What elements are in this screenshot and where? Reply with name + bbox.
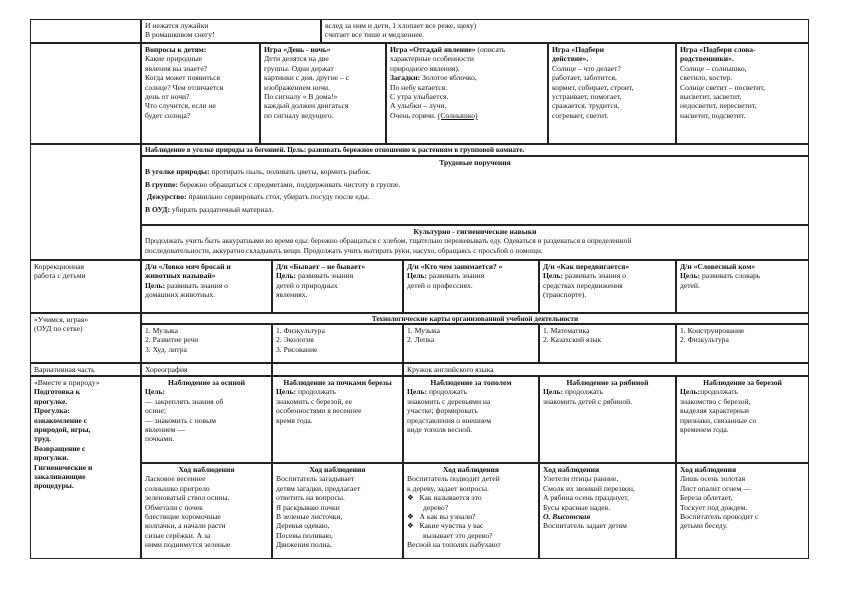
goal-text: развивать знания о xyxy=(563,271,626,281)
study-label: (ОУД по сетке) xyxy=(34,324,83,334)
game-name: Д/и «Бывает – не бывает» xyxy=(276,262,366,271)
observation-progress-cell xyxy=(539,463,676,559)
observation-goal-cell xyxy=(141,376,272,463)
walk-label: прогулке. xyxy=(34,396,68,406)
goal-text: детей о природных xyxy=(276,280,338,290)
labor-cell xyxy=(141,156,809,225)
text-line: Что случится, если не xyxy=(145,101,216,111)
game-title: Игра «День - ночь» xyxy=(264,45,331,54)
lesson: 1. Музыка xyxy=(145,326,178,335)
labor-nature-text: протирать пыль, поливать цветы, кормить рыбок. xyxy=(209,167,371,177)
goal-label: Цель: xyxy=(543,271,564,281)
text-line: светило, костер. xyxy=(680,73,733,83)
progress-text: сизые серёжки. А за xyxy=(145,530,211,540)
goal-text: продолжать xyxy=(296,387,336,397)
observation-goal-cell xyxy=(403,376,539,463)
walk-label: «Вместе в природу» xyxy=(34,378,100,387)
goal-label: Цель: xyxy=(407,387,428,397)
text-line: изображением ночи. xyxy=(264,82,331,92)
progress-text: Деревья одеваю, xyxy=(276,521,330,531)
walk-label: ознакомление с xyxy=(34,415,88,425)
question: Как называется это xyxy=(419,493,482,503)
progress-text: Воспитатель проводит с xyxy=(680,512,759,522)
text-line: каждый должен двигаться xyxy=(264,101,349,111)
text-line: согревает, светит. xyxy=(552,110,609,120)
goal-text: развивать знания xyxy=(427,271,485,281)
text-line: По небу катается. xyxy=(390,82,447,92)
study-label: «Учимся, играя» xyxy=(34,315,89,324)
progress-text: зеленоватый ствол осины. xyxy=(145,493,230,503)
goal-label: Цель: xyxy=(276,387,297,397)
text-line: В ромашковом снегу! xyxy=(145,30,215,40)
game-title-suffix: (описать xyxy=(475,45,506,54)
goal-text: развивать знания xyxy=(296,271,354,281)
game-continuation-cell xyxy=(321,19,809,43)
goal-label: Цель: xyxy=(276,271,297,281)
game-pick-action-cell xyxy=(548,43,676,144)
poem-author: О. Высотская xyxy=(543,512,591,522)
text-line: группы. Одни держат xyxy=(264,63,334,73)
observation-progress-cell xyxy=(676,463,809,559)
study-header-cell xyxy=(141,313,809,324)
text-line: сражается, трудится, xyxy=(552,101,620,111)
observation-progress-cell xyxy=(141,463,272,559)
hygiene-cell xyxy=(141,225,809,260)
goal-text: явлениях. xyxy=(276,290,308,300)
lesson: 2. Экология xyxy=(276,335,314,345)
goal-label: Цель: xyxy=(680,271,701,281)
game-name: Д/и «Словесный ком» xyxy=(680,262,756,271)
corner-observation-cell xyxy=(141,144,809,156)
progress-text: Весной на тополях набухают xyxy=(407,540,501,550)
observation-goal-cell xyxy=(272,376,403,463)
progress-text: Ласковое весеннее xyxy=(145,474,206,484)
study-label-cell xyxy=(30,313,141,363)
goal-text: выделяя характерные xyxy=(680,406,750,416)
labor-oud-text: убирать раздаточный материал. xyxy=(170,204,274,214)
diamond-bullet-icon: ❖ xyxy=(407,493,414,503)
text-line: работает, заботится, xyxy=(552,73,617,83)
text-line: Солнце – солнышко, xyxy=(680,63,747,73)
text-line: вслед за ним и дети, 1 хлопает все реже, щеку) xyxy=(325,21,477,30)
hygiene-title: Культурно - гигиенические навыки xyxy=(413,227,537,236)
goal-text: знакомить с деревьями на xyxy=(407,396,491,406)
text-line: насветит, подсветит. xyxy=(680,110,746,120)
game-day-night-cell xyxy=(260,43,386,144)
progress-title: Ход наблюдения xyxy=(309,465,366,474)
observation-title: Наблюдение за осиной xyxy=(167,378,245,387)
game-name: Д/и «Кто чем занимается? » xyxy=(407,262,503,271)
study-day-cell xyxy=(539,324,676,363)
walk-label: процедуры. xyxy=(34,481,74,491)
goal-label: Цель: xyxy=(407,271,428,281)
goal-text: знакомство с березой, xyxy=(680,396,751,406)
goal-text: развивать знания о xyxy=(165,280,228,290)
lesson: 1. Музыка xyxy=(407,326,440,335)
hygiene-line: последовательности, аккуратно складывать вещи. Продолжать учить вытирать руки, насухо, обращаясь с просьбой о помощи. xyxy=(145,245,543,255)
labor-oud-label: В ОУД: xyxy=(145,204,171,214)
walk-label: Подготовка к xyxy=(34,387,80,397)
games-label-cell xyxy=(30,43,141,144)
correction-game-cell xyxy=(539,260,676,313)
study-day-cell xyxy=(272,324,403,363)
diamond-bullet-icon: ❖ xyxy=(407,521,414,531)
observation-progress-cell xyxy=(272,463,403,559)
progress-text: Воспитатель подводит детей xyxy=(407,474,500,484)
riddle-label: Загадки: xyxy=(390,73,421,83)
goal-text: продолжать xyxy=(700,387,739,397)
labor-group-text: бережно обращаться с предметами, поддерживать чистоту в группе. xyxy=(177,179,401,189)
goal-label: Цель: xyxy=(145,387,166,397)
observation-title: Наблюдение за рябиной xyxy=(566,378,649,387)
poem-continuation-cell xyxy=(141,19,321,43)
progress-text: Улетели птицы ранние, xyxy=(543,474,619,484)
walk-label: Прогулка: xyxy=(34,406,70,416)
correction-label-cell xyxy=(30,260,141,313)
questions-cell xyxy=(141,43,260,144)
goal-label: Цель: xyxy=(543,387,564,397)
lesson: 2. Казахский язык xyxy=(543,335,602,345)
goal-text: явлением — xyxy=(145,425,185,435)
lesson: 2. Развитие речи xyxy=(145,335,199,345)
walk-label: Возвращение с xyxy=(34,443,86,453)
questions-title: Вопросы к детям: xyxy=(145,45,207,54)
progress-text: ответить на вопросы. xyxy=(276,493,345,503)
goal-text: виде тополя весной. xyxy=(407,425,473,435)
goal-text: осине; xyxy=(145,406,166,416)
walk-label: Гигиенические и xyxy=(34,462,93,472)
labor-duty-text: правильно сервировать стол, убирать посуду после еды. xyxy=(186,192,370,202)
text-line: характерные особенности xyxy=(390,54,474,64)
goal-text: домашних животных. xyxy=(145,290,216,300)
progress-text: Лист опалит огнем — xyxy=(680,483,751,493)
progress-text: Воспитатель загадывает xyxy=(276,474,355,484)
observation-title: Наблюдение за почками березы xyxy=(283,378,392,387)
question: дерево? xyxy=(423,502,449,512)
progress-text: Тоскует под дождем. xyxy=(680,502,748,512)
walk-label-cell xyxy=(30,376,141,559)
text-line: день от ночи? xyxy=(145,92,190,102)
goal-text: временем года. xyxy=(680,425,729,435)
labor-label-cell xyxy=(30,144,141,260)
progress-text: А рябина осень празднует, xyxy=(543,493,629,503)
text-line: кормит, собирает, строит, xyxy=(552,82,634,92)
text-line: по сигналу ведущего. xyxy=(264,110,334,120)
game-title: Игра «Подбери слова-родственники». xyxy=(680,45,756,64)
goal-text: участке; формировать xyxy=(407,406,478,416)
correction-game-cell xyxy=(403,260,539,313)
corner-observation-text: Наблюдение в уголке природы за бегонией. Цель: развивать бережное отношение к растениям в групповой комнате. xyxy=(145,146,525,154)
correction-game-cell xyxy=(676,260,809,313)
question: Какие чувства у вас xyxy=(419,521,484,531)
observation-goal-cell xyxy=(539,376,676,463)
game-title: Игра «Отгадай явление» xyxy=(390,45,476,54)
progress-text: Лишь осень золотая xyxy=(680,474,746,484)
walk-label: закаливающие xyxy=(34,472,86,482)
game-name: Д/и «Ловко мяч бросай и xyxy=(145,262,231,271)
progress-text: к дереву, задает вопросы. xyxy=(407,483,489,493)
goal-label: Цель: xyxy=(680,387,701,397)
observation-progress-cell xyxy=(403,463,539,559)
goal-text: развивать словарь xyxy=(700,271,761,281)
observation-title: Наблюдение за тополем xyxy=(430,378,512,387)
top-blank-cell xyxy=(30,19,141,43)
walk-label: природой, игры, xyxy=(34,425,91,435)
riddle-text: Золотое яблочко, xyxy=(420,73,477,83)
progress-title: Ход наблюдения xyxy=(543,465,600,474)
labor-duty-label: Дежурство: xyxy=(146,192,187,202)
text-line: солнце? Чем отличается xyxy=(145,82,224,92)
lesson: 1. Конструирование xyxy=(680,326,745,335)
progress-text: Обметали с почек xyxy=(145,502,203,512)
study-header: Технологические карты организованной учебной деятельности xyxy=(371,315,579,323)
progress-text: Береза облетает, xyxy=(680,493,733,503)
goal-text: (транспорте). xyxy=(543,290,587,300)
goal-text: средствах передвижения xyxy=(543,280,623,290)
variative-empty-cell xyxy=(272,363,403,376)
goal-text: знакомить детей с рябиной. xyxy=(543,396,633,406)
labor-group-label: В группе: xyxy=(145,179,178,189)
question: вызывает это дерево? xyxy=(423,530,493,540)
progress-text: колпачки, а начали расти xyxy=(145,521,226,531)
lesson: 3. Худ. литра xyxy=(145,344,187,354)
progress-text: Бусы красные надев. xyxy=(543,502,611,512)
progress-text: Движения полна, xyxy=(276,540,332,550)
correction-label: Коррекционная xyxy=(34,262,85,271)
progress-text: ними поднимутся зеленые xyxy=(145,540,231,550)
goal-text: детей. xyxy=(680,280,700,290)
walk-label: прогулки. xyxy=(34,453,69,463)
english-club: Кружок английского языка xyxy=(407,365,494,374)
riddle-answer: (Солнышко) xyxy=(437,110,478,120)
text-line: считает все тише и медленнее. xyxy=(325,30,425,40)
goal-text: время года. xyxy=(276,415,313,425)
daily-plan-table xyxy=(30,19,809,559)
study-day-cell xyxy=(141,324,272,363)
lesson: 1. Математика xyxy=(543,326,590,335)
question: А как вы узнали? xyxy=(419,512,476,522)
goal-text: — знакомить с новым xyxy=(145,415,217,425)
text-line: И нежатся лужайки xyxy=(145,21,209,30)
text-line: устраивает, помогает, xyxy=(552,92,622,102)
observation-goal-cell xyxy=(676,376,809,463)
text-line: Когда может появиться xyxy=(145,73,221,83)
goal-text: особенностями в весеннее xyxy=(276,406,362,416)
text-line: явления вы знаете? xyxy=(145,63,208,73)
goal-text: продолжать xyxy=(563,387,603,397)
progress-text: Смолк их звонкий перезвон, xyxy=(543,483,635,493)
labor-title: Трудовые поручения xyxy=(439,158,511,167)
text-line: Какие природные xyxy=(145,54,203,64)
diamond-bullet-icon: ❖ xyxy=(407,512,414,522)
variative-label: Вариативная часть xyxy=(34,365,95,374)
progress-title: Ход наблюдения xyxy=(442,465,500,474)
text-line: природного явления). xyxy=(390,63,460,73)
text-line: Солнце светит – посветит, xyxy=(680,82,765,92)
riddle-text: Очень горячи. xyxy=(390,110,438,120)
goal-text: детей о профессиях. xyxy=(407,280,473,290)
text-line: По сигналу « В дома!» xyxy=(264,92,338,102)
correction-game-cell xyxy=(141,260,272,313)
walk-label: труд. xyxy=(34,434,52,444)
text-line: С утра улыбается. xyxy=(390,92,449,102)
progress-text: В зеленые листочки, xyxy=(276,512,343,522)
correction-game-cell xyxy=(272,260,403,313)
progress-text: Я раскрываю почки xyxy=(276,502,340,512)
lesson: 1. Физкультура xyxy=(276,326,325,335)
choreography: Хореография xyxy=(145,365,188,374)
choreography-cell xyxy=(141,363,272,376)
study-day-cell xyxy=(403,324,539,363)
goal-text: признаки, связанные со xyxy=(680,415,757,425)
goal-text: — закреплять знания об xyxy=(145,396,224,406)
progress-text: детям загадки, предлагает xyxy=(276,483,361,493)
hygiene-line: Продолжать учить быть аккуратными во время еды: бережно обращаться с хлебом, тщательно пережевывать еду. Одеваться и раздеваться в определенной xyxy=(145,236,632,246)
text-line: будет солнца? xyxy=(145,110,191,120)
text-line: высветит, засветит, xyxy=(680,92,742,102)
variative-label-cell xyxy=(30,363,141,376)
progress-text: детьми беседу. xyxy=(680,521,728,531)
goal-text: продолжать xyxy=(427,387,467,397)
goal-text: почками. xyxy=(145,434,175,444)
game-related-words-cell xyxy=(676,43,809,144)
game-title: Игра «Подбери действие». xyxy=(552,45,605,64)
lesson: 2. Физкультура xyxy=(680,335,729,345)
goal-text: представления о внешнем xyxy=(407,415,492,425)
english-club-cell xyxy=(403,363,809,376)
progress-text: солнышко пригрело xyxy=(145,483,210,493)
progress-title: Ход наблюдения xyxy=(178,465,235,474)
text-line: картинки с дня, другие – с xyxy=(264,73,350,83)
text-line: Дети делятся на две xyxy=(264,54,329,64)
progress-text: Посевы поливаю, xyxy=(276,530,333,540)
lesson: 2. Лепка xyxy=(407,335,435,345)
goal-text: знакомить с березой, ее xyxy=(276,396,352,406)
correction-label: работа с детьми xyxy=(34,271,86,281)
goal-label: Цель: xyxy=(145,280,166,290)
progress-text: Воспитатель задает детям xyxy=(543,521,627,531)
observation-title: Наблюдение за березой xyxy=(703,378,782,387)
game-name: Д/и «Как передвигается» xyxy=(543,262,630,271)
progress-title: Ход наблюдения xyxy=(680,465,737,474)
text-line: недосветит, пересветит, xyxy=(680,101,757,111)
text-line: А улыбки – лучи, xyxy=(390,101,447,111)
text-line: Солнце – что делает? xyxy=(552,63,621,73)
lesson: 3. Рисование xyxy=(276,344,318,354)
progress-text: блестящие хоромочные xyxy=(145,512,221,522)
labor-nature-label: В уголке природы: xyxy=(145,167,210,177)
game-name: животных называй» xyxy=(145,271,216,281)
study-day-cell xyxy=(676,324,809,363)
game-guess-phenomenon-cell xyxy=(386,43,548,144)
